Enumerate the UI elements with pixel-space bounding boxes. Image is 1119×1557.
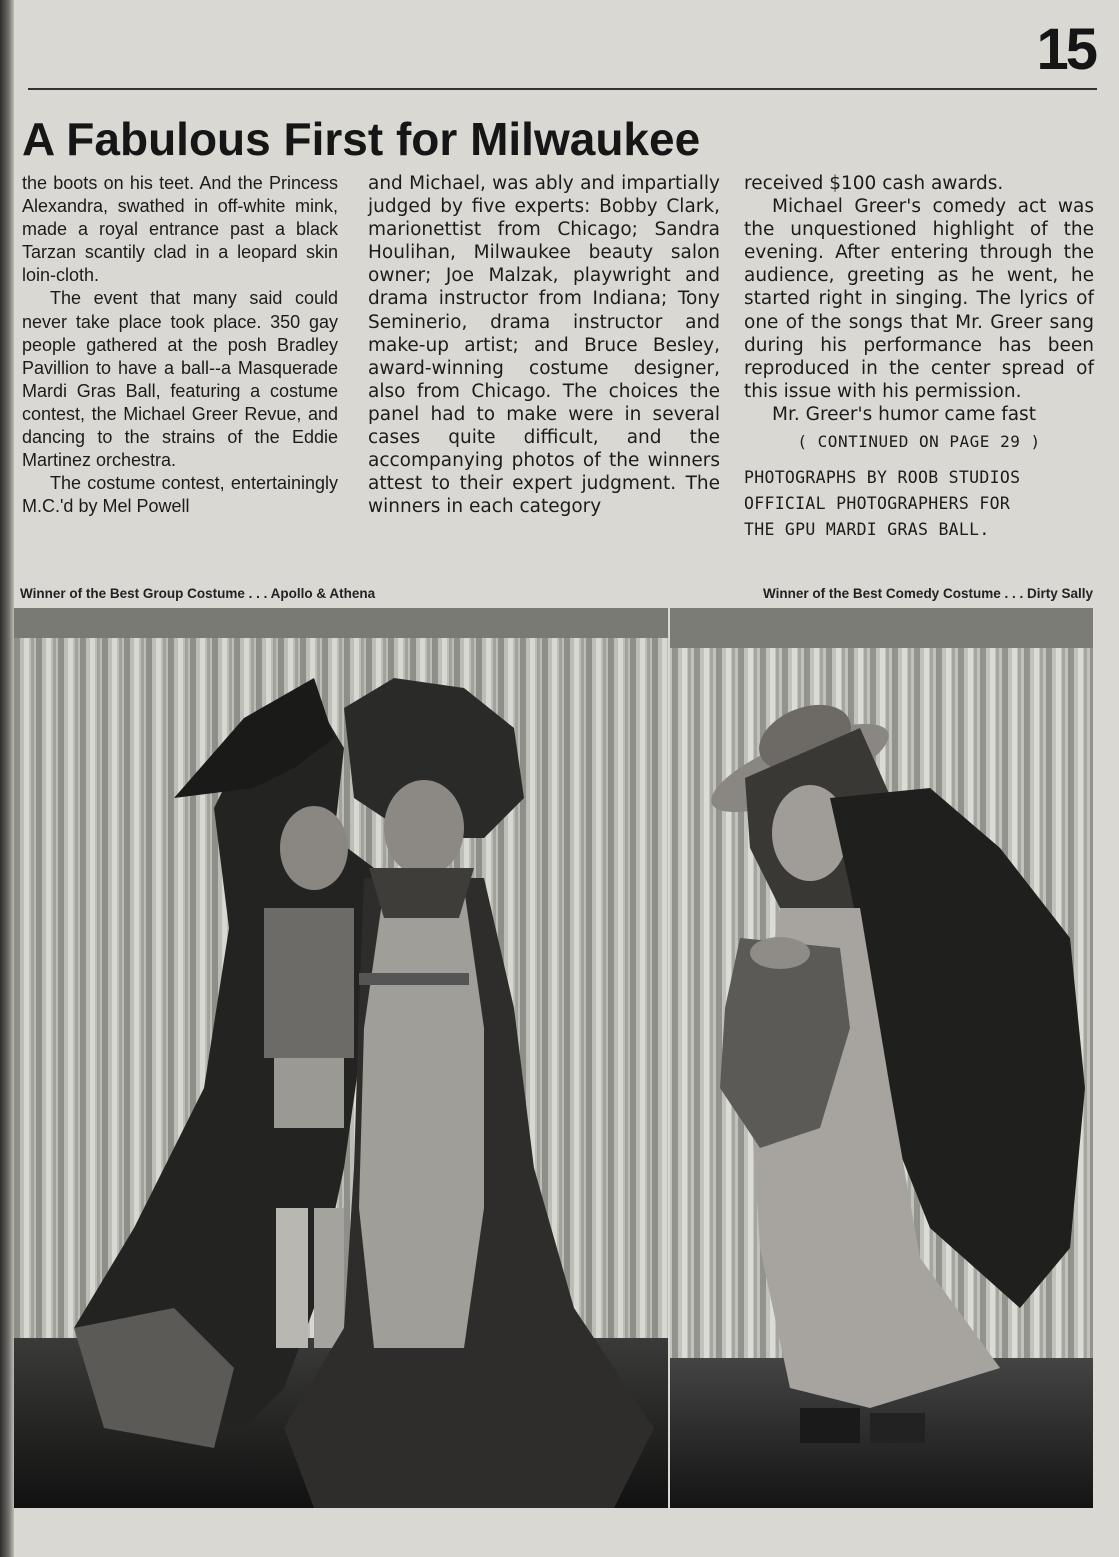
photo-credits xyxy=(744,465,1094,543)
photo-caption-left: Winner of the Best Group Costume . . . Apollo & Athena xyxy=(20,586,376,601)
page-number: 15 xyxy=(1036,17,1095,82)
photo-dirty-sally-image xyxy=(670,608,1093,1508)
article-paragraph: Michael Greer's comedy act was the unquestioned highlight of the evening. After entering through the audience, greeting as he went, he started right in singing. The lyrics of one of the songs that Mr. Greer sang during his performance has been reproduced in the center spread of this issue with his permission. xyxy=(744,196,1094,402)
article-paragraph: The costume contest, entertainingly M.C.'d by Mel Powell xyxy=(22,473,338,517)
photo-apollo-athena-image xyxy=(14,608,668,1508)
photo-apollo-athena xyxy=(14,608,668,1508)
article-column-1 xyxy=(22,172,338,518)
article-paragraph: and Michael, was ably and impartially judged by five experts: Bobby Clark, marionettist from Chicago; Sandra Houlihan, Milwaukee beauty salon owner; Joe Malzak, playwright and drama instructor from Indiana; Tony Seminerio, drama instructor and make-up artist; and Bruce Besley, award-winning costume designer, also from Chicago. The choices the panel had to make were in several cases quite difficult, and the accompanying photos of the winners attest to their expert judgment. The winners in each category xyxy=(368,173,720,518)
article-paragraph: the boots on his teet. And the Princess Alexandra, swathed in off-white mink, made a royal entrance past a black Tarzan scantily clad in a leopard skin loin-cloth. xyxy=(22,173,338,286)
article-column-3 xyxy=(744,172,1094,543)
header-rule xyxy=(28,88,1097,90)
continued-note: ( CONTINUED ON PAGE 29 ) xyxy=(797,432,1041,452)
photo-credit-line: PHOTOGRAPHS BY ROOB STUDIOS xyxy=(744,468,1021,488)
headline: A Fabulous First for Milwaukee xyxy=(22,113,701,165)
photo-credit-line: THE GPU MARDI GRAS BALL. xyxy=(744,520,990,540)
page-binding-shadow xyxy=(0,0,14,1557)
photo-credit-line: OFFICIAL PHOTOGRAPHERS FOR xyxy=(744,494,1011,514)
article-column-2 xyxy=(368,172,720,518)
photo-dirty-sally xyxy=(670,608,1093,1508)
article-paragraph: received $100 cash awards. xyxy=(744,173,1004,194)
article-paragraph: Mr. Greer's humor came fast xyxy=(772,403,1036,425)
article-paragraph: The event that many said could never take place took place. 350 gay people gathered at the posh Bradley Pavillion to have a ball--a Masquerade Mardi Gras Ball, featuring a costume contest, the Michael Greer Revue, and dancing to the strains of the Eddie Martinez orchestra. xyxy=(22,288,338,471)
photo-caption-right: Winner of the Best Comedy Costume . . . Dirty Sally xyxy=(763,586,1093,601)
